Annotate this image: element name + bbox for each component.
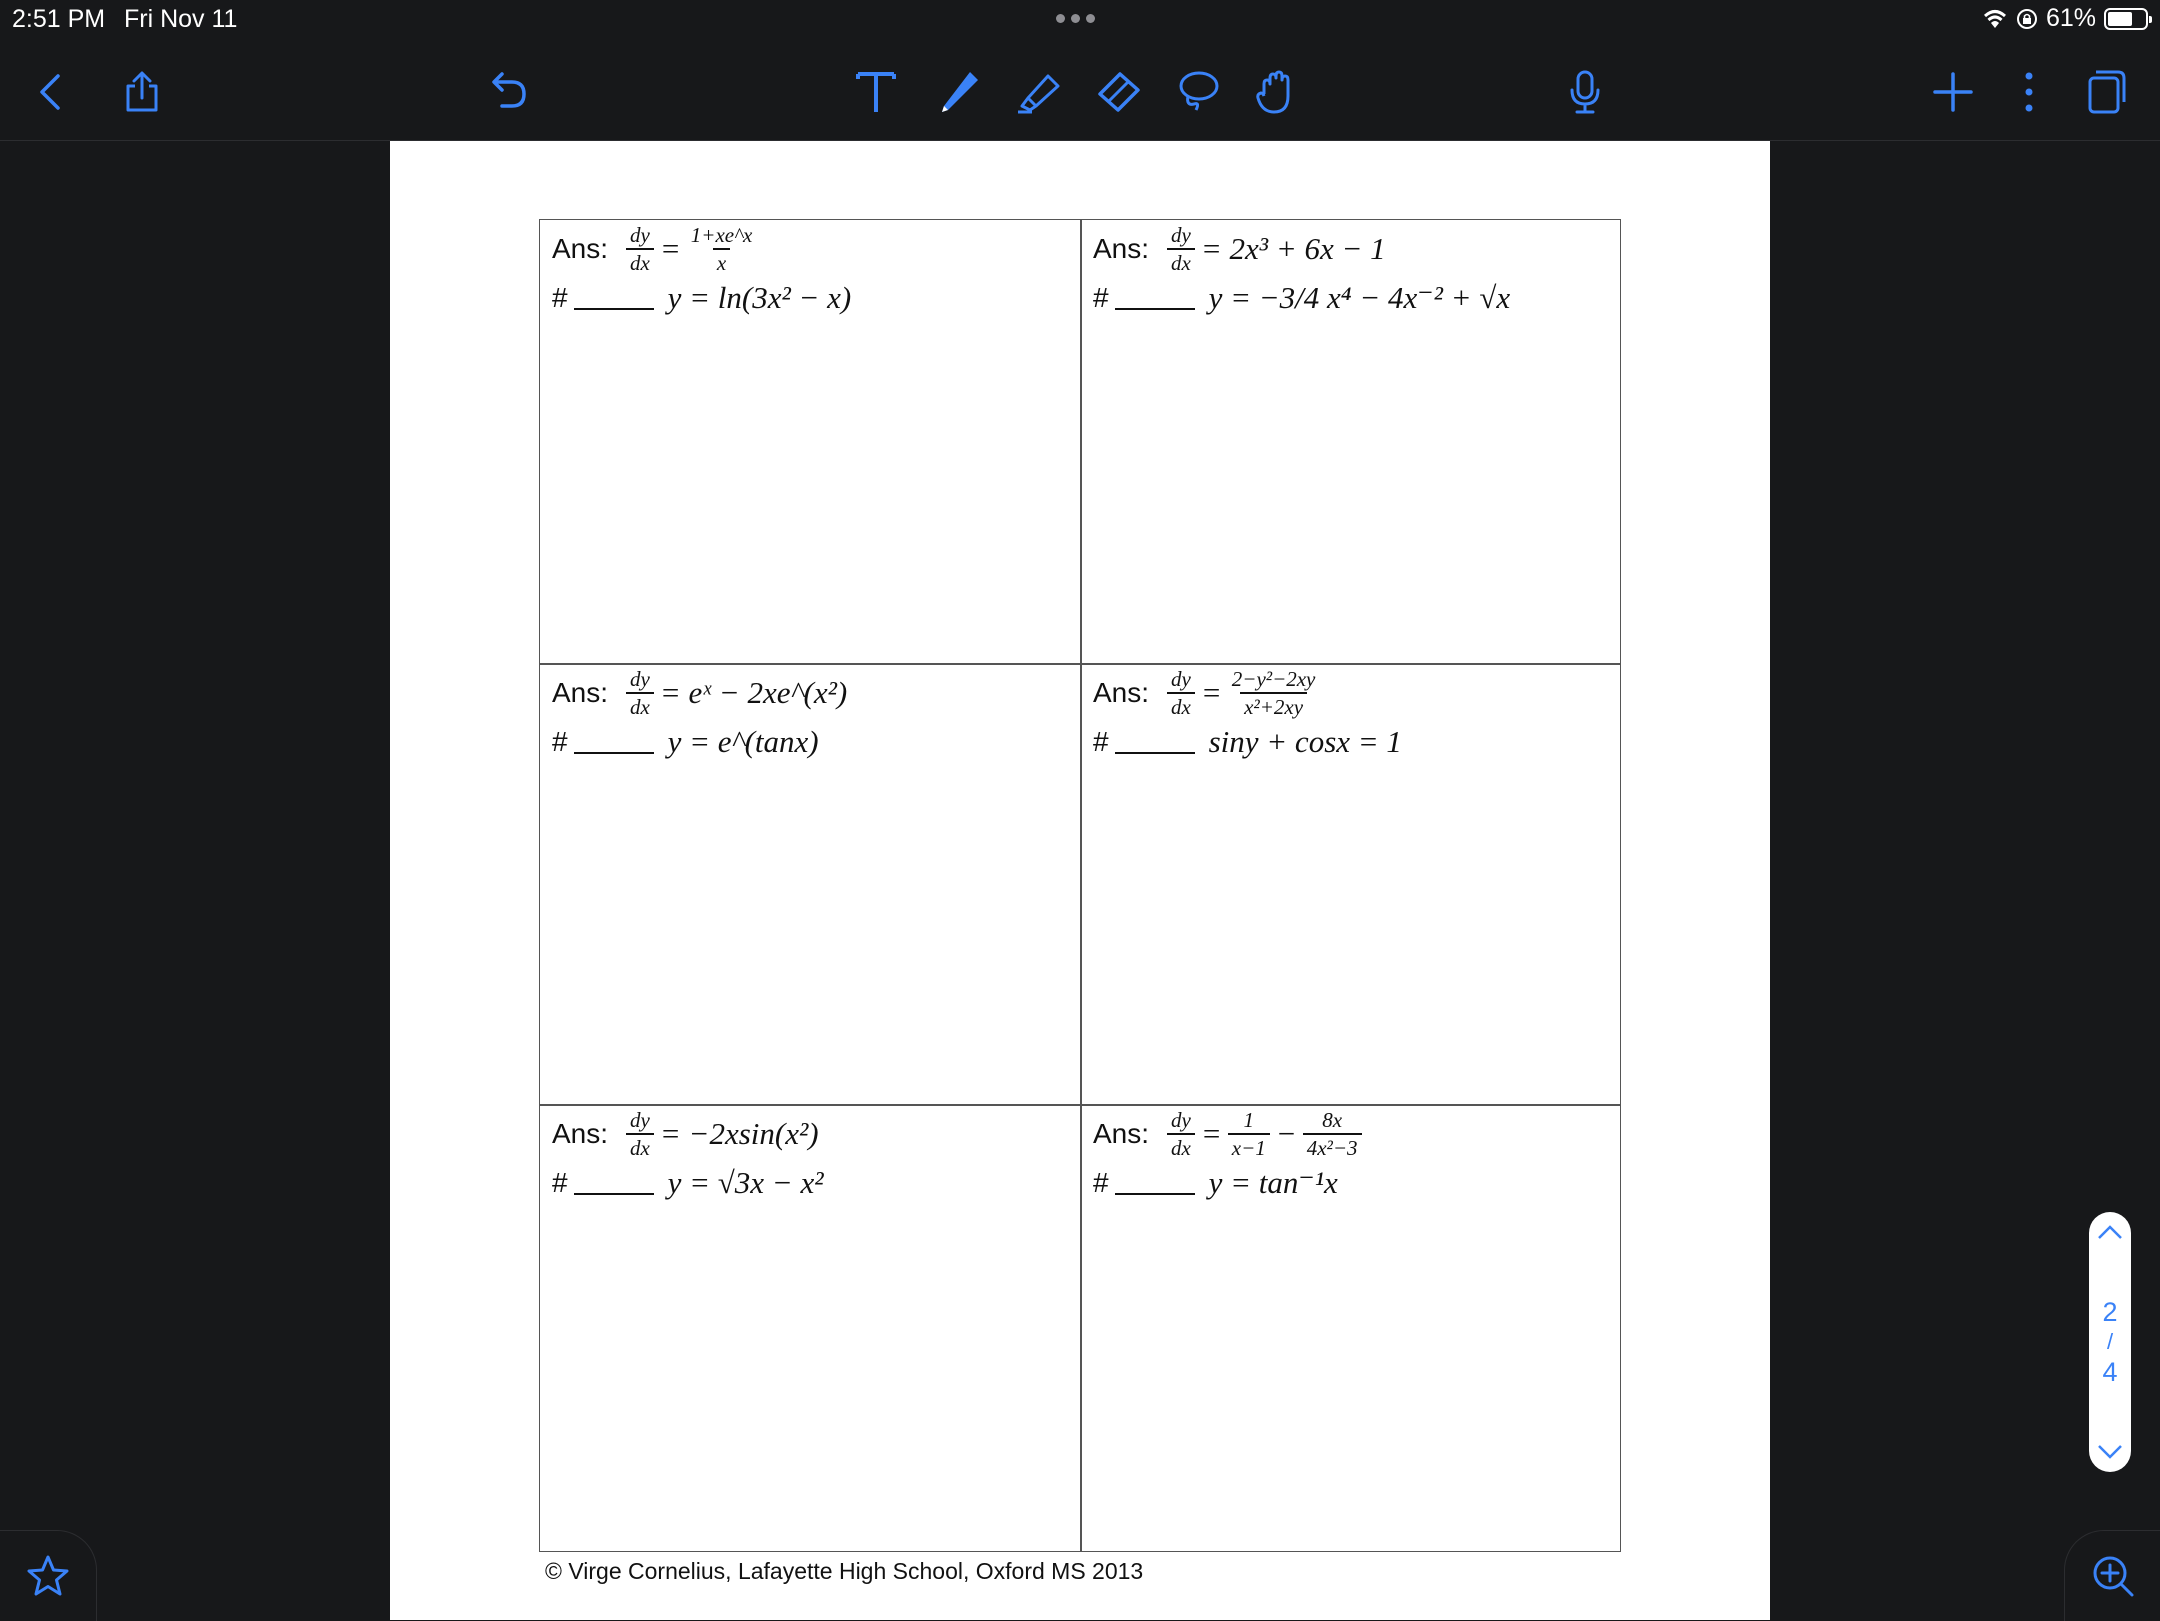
zoom-in-icon	[2090, 1553, 2136, 1599]
status-time: 2:51 PM	[12, 5, 106, 33]
pages-icon[interactable]	[2082, 68, 2130, 116]
answer-blank[interactable]	[1115, 730, 1195, 754]
toolbar	[0, 40, 2160, 141]
lasso-icon[interactable]	[1174, 68, 1222, 116]
answer-blank[interactable]	[1115, 286, 1195, 310]
copyright-credit: © Virge Cornelius, Lafayette High School, Oxford MS 2013	[545, 1558, 1144, 1584]
answer-line: Ans: $\frac{dy}{dx}$ = $\frac{1+xe\^{}x}{x}$	[552, 223, 753, 275]
answer-line: Ans: $\frac{dy}{dx}$ = eˣ − 2xe^(x²)	[552, 667, 848, 719]
answer-line: Ans: $\frac{dy}{dx}$ = $\frac{\text{2−y²−2xy}}{\text{x²+2xy}}$	[1093, 667, 1316, 719]
worksheet-grid	[539, 219, 1621, 1552]
battery-percent: 61%	[2045, 4, 2096, 32]
favorite-button[interactable]	[0, 1530, 97, 1621]
add-icon[interactable]	[1929, 68, 1977, 116]
back-icon[interactable]	[28, 68, 76, 116]
grid-divider-horizontal	[540, 1104, 1620, 1106]
status-right	[1982, 4, 2148, 33]
battery-icon	[2104, 8, 2148, 30]
share-icon[interactable]	[118, 68, 166, 116]
grid-divider-horizontal	[540, 663, 1620, 665]
text-tool-icon[interactable]	[852, 68, 900, 116]
answer-line: Ans: $\frac{dy}{dx}$ = $\frac{1}{x-1}$ − $\frac{8x}{\text{4x²−3}}$	[1093, 1107, 1368, 1161]
highlighter-icon[interactable]	[1014, 68, 1062, 116]
answer-blank[interactable]	[574, 1171, 654, 1195]
pen-icon[interactable]	[934, 68, 982, 116]
status-bar	[0, 0, 2160, 40]
answer-blank[interactable]	[574, 730, 654, 754]
multitasking-dots-icon[interactable]	[1056, 14, 1095, 23]
star-icon	[25, 1553, 71, 1599]
grid-divider-vertical	[1080, 220, 1082, 1551]
page-indicator[interactable]	[2089, 1212, 2131, 1472]
hand-icon[interactable]	[1252, 68, 1300, 116]
question-line: # y = −3/4 x⁴ − 4x⁻² + √x	[1093, 280, 1511, 315]
orientation-lock-icon	[2016, 8, 2038, 30]
document-page[interactable]	[390, 141, 1770, 1620]
undo-icon[interactable]	[484, 68, 532, 116]
question-line: # y = √3x − x²	[552, 1165, 824, 1200]
zoom-button[interactable]	[2064, 1530, 2160, 1621]
answer-blank[interactable]	[1115, 1171, 1195, 1195]
mic-icon[interactable]	[1561, 68, 1609, 116]
chevron-down-icon[interactable]	[2095, 1442, 2125, 1462]
question-line: # y = tan⁻¹x	[1093, 1165, 1338, 1200]
chevron-up-icon[interactable]	[2095, 1222, 2125, 1242]
question-line: # siny + cosx = 1	[1093, 724, 1402, 759]
answer-line: Ans: $\frac{dy}{dx}$ = −2xsin(x²)	[552, 1108, 819, 1160]
status-date: Fri Nov 11	[124, 5, 238, 33]
answer-line: Ans: $\frac{dy}{dx}$ = 2x³ + 6x − 1	[1093, 223, 1386, 275]
page-number: 2 / 4	[2102, 1297, 2118, 1387]
wifi-icon	[1982, 8, 2008, 30]
eraser-icon[interactable]	[1094, 68, 1142, 116]
question-line: # y = ln(3x² − x)	[552, 280, 852, 315]
question-line: # y = e^(tanx)	[552, 724, 819, 759]
more-icon[interactable]	[2005, 68, 2053, 116]
answer-blank[interactable]	[574, 286, 654, 310]
